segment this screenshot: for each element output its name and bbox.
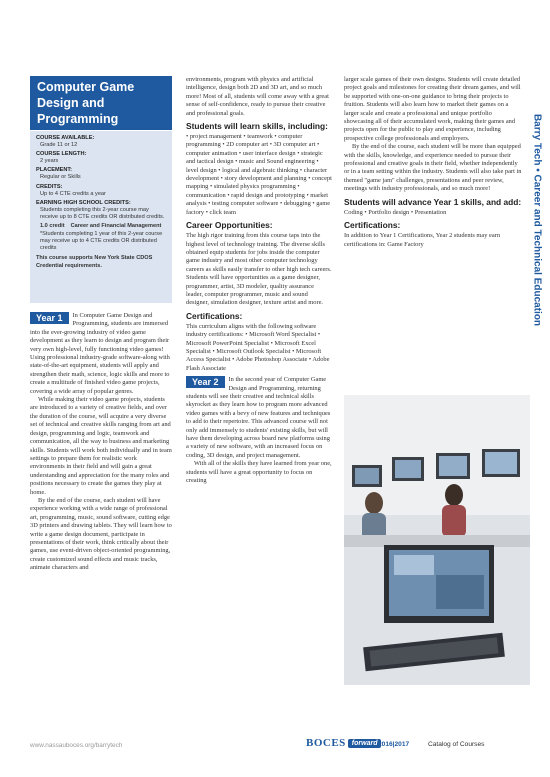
course-title-box (30, 76, 172, 130)
footer-url[interactable]: www.nassauboces.org/barrytech (30, 742, 123, 749)
credit-amount: 1.0 credit (40, 223, 65, 230)
column-2 (186, 76, 332, 485)
certifications-heading: Certifications: (186, 310, 243, 321)
placement-value: Regular or Skills (40, 174, 81, 181)
year1-paragraph-3: By the end of the course, each student will have experience working with a wide range of professional art, programming, music, sound software, cutting edge 3D printers and drawing tablets. They will learn how to write a game design document, participate in presentations of their work, think critically about their games, use event-driven object-oriented programming, create customized sound effects and music tracks, animate characters and (30, 496, 172, 572)
credits-label: CREDITS: (36, 183, 63, 190)
year1-paragraph-1 (30, 312, 172, 396)
advance-text: Coding • Portfolio design • Presentation (344, 208, 447, 216)
footer-year: 2016|2017 (378, 741, 410, 748)
column-1 (30, 312, 172, 573)
credits-value: Up to 4 CTE credits a year (40, 190, 106, 197)
course-length-label: COURSE LENGTH: (36, 151, 87, 158)
year2-paragraph-2: With all of the skills they have learned from year one, students will have a great opportunity to focus on creating (186, 460, 332, 485)
course-title-line-2: Design and (37, 96, 105, 110)
certifications-2-text: In addition to Year 1 Certifications, Year 2 students may earn certifications in: Game Factory (344, 232, 501, 248)
credit-subject: Career and Financial Management (70, 223, 162, 230)
placement-label: PLACEMENT: (36, 167, 73, 174)
footer-catalog: Catalog of Courses (428, 741, 485, 748)
vertical-banner (528, 60, 546, 380)
year2-paragraph-4: By the end of the course, each student will be more than equipped with the skills, knowledge, and experience needed to pursue their professional and creative goals in their field, whether independently or in a team setting within the industry. Students will also take part in themed "game jam" challenges, presentations and peer review, meetings with industry professionals, and so much more! (344, 143, 522, 193)
certifications-text: This curriculum aligns with the following software industry certifications: • Microsoft Word Specialist • Microsoft PowerPoint Specialist • Microsoft Excel Specialist • Microsoft Outlook Specialist • Microsoft Access Specialist • Adobe Photoshop Associate • Adobe Flash Associate (186, 322, 330, 372)
course-available-label: COURSE AVAILABLE: (36, 135, 95, 141)
hs-credits-value: Students completing this 2-year course may receive up to 8 CTE credits OR distributed credits. (40, 206, 165, 220)
careers-text: The high rigor training from this course taps into the highest level of technology training. The diverse skills obtained equip students for jobs inside the computer game industry and most other computer technology careers as skills easily transfer to other high tech careers. Students will have opportunities as a game designer, programmer, artist, 3D modeler, quality assurance leader, computer programmer, music and sound designer, simulation designer, texture artist and more. (186, 232, 332, 307)
computer-lab-illustration (344, 395, 530, 685)
year2-paragraph-3: larger scale games of their own designs. Students will create detailed project goals and milestones for creating their dream games, and will be supported with one-on-one guidance to bring their projects to fruition. Students will also learn how to market their games on a larger scale and create a professional and unique portfolio showcasing all of their accumulated work, making their games and projects open for the public to play and experience, including prospective college professionals and employers. (344, 76, 521, 142)
year2-p1-text: In the second year of Computer Game Design and Programming, returning students will see their creative and technical skills skyrocket as they learn how to program more advanced video games with a bevy of new features and techniques to add to their repertoire. This advanced course will not only add immensely to students' existing skills, but will have them developing across board new platforms using a variety of new software, with an increased focus on coding, 3D design, and project management. (186, 376, 331, 459)
column-3 (344, 76, 522, 249)
skills-list: • project management • teamwork • computer programming • 2D computer art • 3D computer art • computer animation • user interface design • strategic and tactical design • music and Sound engineering • level design • logical and algebraic thinking • character development • story development and planning • concept mapping • simulated physics programming • communication • rapid design and prototyping • market analysis • testing computer software • debugging • game factory • click team (186, 133, 332, 216)
skills-heading: Students will learn skills, including: (186, 121, 328, 132)
certifications-2-heading: Certifications: (344, 220, 401, 231)
year2-paragraph-1 (186, 376, 332, 460)
credit-note: *Students completing 1 year of this 2-year course may receive up to 4 CTE credits OR distributed credits (40, 231, 163, 252)
course-title-line-1: Computer Game (37, 80, 135, 94)
advance-heading: Students will advance Year 1 skills, and add: (344, 196, 522, 207)
cdos-note: This course supports New York State CDOS Credential requirements. (36, 255, 153, 269)
year1-paragraph-2: While making their video game projects, students are introduced to a variety of creative fields, and over the duration of the course, will acquire a very diverse set of technical and creative skills ranging from art and design, programming and logic, teamwork and communication, all the way to business and marketing skills. Students will work both individually and in team settings to prepare them for realistic work environments in their field and will gain a great understanding and appreciation for the many roles and positions necessary to create the games they play at home. (30, 396, 172, 496)
course-available-value: Grade 11 or 12 (40, 142, 78, 149)
banner-text: Barry Tech • Career and Technical Education (531, 113, 543, 327)
year1-p1-text: In Computer Game Design and Programming, students are immersed into the ever-growing industry of video game development as they learn to design and program their very own high-level, fully functioning video games! Using professional industry-grade software-along with state-of-the-art equipment, students will apply and strengthen their math, science, logic skills and more to create a multitude of finished video game projects, covering a wide array of popular genres. (30, 312, 170, 395)
course-info-box (30, 131, 172, 303)
boces-logo-text: BOCES (306, 737, 346, 749)
careers-heading: Career Opportunities: (186, 220, 273, 231)
computer-lab-photo (344, 395, 530, 685)
course-length-value: 2 years (40, 158, 59, 165)
credit-row (36, 223, 166, 230)
year1-paragraph-4: environments, program with physics and artificial intelligence, design both 2D and 3D art, and so much more! Most of all, students will come away with a great sense of self-confidence, ready to pursue their creative and professional goals. (186, 76, 329, 117)
year2-tag: Year 2 (186, 376, 225, 388)
year1-tag: Year 1 (30, 312, 69, 324)
boces-logo (306, 736, 381, 750)
course-title-line-3: Programming (37, 112, 119, 126)
hs-credits-label: EARNING HIGH SCHOOL CREDITS: (36, 199, 131, 206)
forward-logo-tag: forward (348, 739, 382, 748)
